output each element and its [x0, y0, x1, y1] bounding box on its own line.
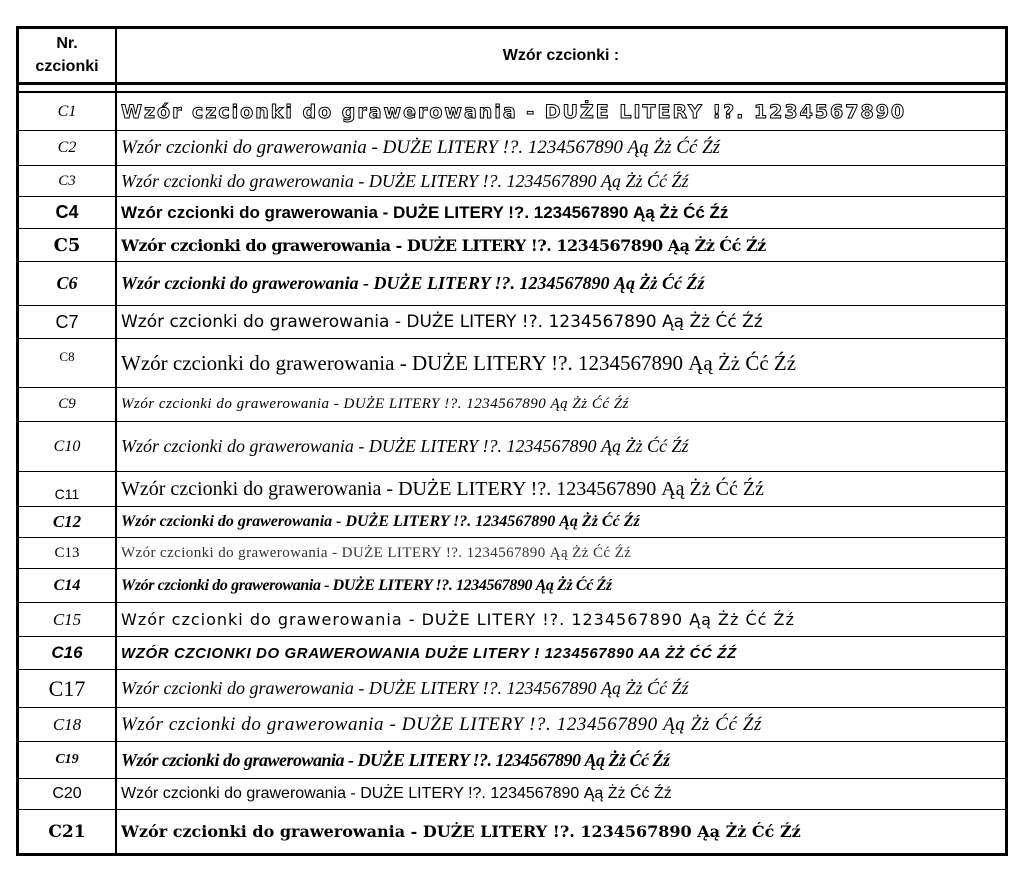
font-number: C16 — [51, 643, 83, 662]
font-number: C15 — [52, 609, 82, 629]
table-row — [19, 93, 1005, 131]
font-number: C9 — [58, 396, 76, 412]
font-sample: Wzór czcionki do grawerowania - DUŻE LITERY !?. 1234567890 Ąą Żż Ćć Źź — [121, 678, 689, 698]
font-number: C20 — [52, 785, 82, 802]
font-number: C21 — [48, 821, 86, 842]
font-sample: Wzór czcionki do grawerowania - DUŻE LITERY !?. 1234567890 Ąą Żż Ćć Źź — [121, 273, 705, 293]
table-row — [19, 197, 1005, 229]
font-sample: Wzór czcionki do grawerowania - DUŻE LITERY !?. 1234567890 Ąą Żż Ćć Źź — [121, 610, 795, 629]
font-number: C2 — [57, 139, 77, 156]
table-row — [19, 306, 1005, 339]
table-row — [19, 388, 1005, 422]
font-sample: Wzór czcionki do grawerowania - DUŻE LITERY !?. 1234567890 Ąą Żż Ćć Źź — [121, 785, 672, 802]
table-row — [19, 229, 1005, 262]
table-row — [19, 670, 1005, 708]
font-number: C5 — [53, 234, 81, 256]
font-sample: Wzór czcionki do grawerowania - DUŻE LITERY !?. 1234567890 Ąą Żż Ćć Źź — [121, 202, 729, 222]
font-number: C10 — [53, 437, 81, 455]
font-sample: Wzór czcionki do grawerowania - DUŻE LITERY !?. 1234567890 Ąą Żż Ćć Źź — [121, 235, 766, 255]
font-sample: Wzór czcionki do grawerowania - DUŻE LITERY !?. 1234567890 Ąą Żż Ćć Źź — [121, 513, 640, 530]
font-sample: Wzór czcionki do grawerowania - DUŻE LITERY !?. 1234567890 Ąą Żż Ćć Źź — [121, 312, 763, 332]
font-sample: Wzór czcionki do grawerowania - DUŻE LITERY !?. 1234567890 Ąą Żż Ćć Źź — [121, 749, 670, 770]
font-sample: Wzór czcionki do grawerowania - DUŻE LITERY !?. 1234567890 Ąą Żż Ćć Źź — [121, 137, 721, 158]
table-row — [19, 810, 1005, 853]
font-sample: Wzór czcionki do grawerowania - DUŻE LITERY !?. 1234567890 Ąą Żż Ćć Źź — [121, 436, 689, 456]
table-header — [19, 29, 1005, 82]
font-number: C17 — [48, 675, 86, 701]
font-number: C19 — [55, 752, 79, 767]
table-row — [19, 422, 1005, 472]
table-row — [19, 603, 1005, 637]
font-number: C3 — [58, 172, 76, 189]
table-row — [19, 472, 1005, 507]
font-number: C4 — [55, 202, 79, 222]
table-row — [19, 262, 1005, 306]
font-number: C7 — [55, 311, 79, 332]
font-number: C8 — [59, 349, 75, 364]
font-sample: Wzór czcionki do grawerowania - DUŻE LITERY !?. 1234567890 Ąą Żż Ćć Źź — [121, 350, 797, 375]
font-sample: Wzór czcionki do grawerowania - DUŻE LITERY !?. 1234567890 — [121, 100, 907, 123]
column-header-number-line1: Nr. — [56, 35, 78, 52]
font-number: C18 — [52, 714, 82, 734]
font-number: C12 — [52, 512, 82, 531]
table-row — [19, 637, 1005, 670]
column-header-number — [19, 32, 115, 82]
table-row — [19, 538, 1005, 569]
font-sample-table — [16, 26, 1008, 856]
header-divider — [19, 82, 1005, 85]
font-sample: Wzór czcionki do grawerowania - DUŻE LITERY !?. 1234567890 Ąą Żż Ćć Źź — [121, 477, 764, 500]
font-sample: Wzór czcionki do grawerowania - DUŻE LITERY !?. 1234567890 Ąą Żż Ćć Źź — [121, 576, 612, 594]
table-row — [19, 339, 1005, 388]
font-number: C11 — [54, 486, 80, 502]
font-sample: Wzór czcionki do grawerowania - DUŻE LITERY !?. 1234567890 Ąą Żż Ćć Źź — [121, 396, 629, 412]
table-row — [19, 507, 1005, 538]
column-header-sample: Wzór czcionki : — [502, 46, 620, 64]
font-number: C1 — [57, 102, 77, 120]
column-header-number-line2: czcionki — [35, 58, 99, 75]
font-sample: Wzór czcionki do grawerowania - DUŻE LITERY !?. 1234567890 Ąą Żż Ćć Źź — [121, 713, 763, 735]
font-number: C13 — [54, 544, 80, 561]
table-row — [19, 166, 1005, 197]
font-number: C6 — [56, 273, 78, 293]
font-sample: WZÓR CZCIONKI DO GRAWEROWANIA DUŻE LITERY ! 1234567890 AA ŻŻ ĆĆ ŹŹ — [121, 644, 737, 662]
table-row — [19, 569, 1005, 603]
table-row — [19, 779, 1005, 810]
font-sample: Wzór czcionki do grawerowania - DUŻE LITERY !?. 1234567890 Ąą Żż Ćć Źź — [121, 170, 689, 191]
table-row — [19, 131, 1005, 166]
table-row — [19, 708, 1005, 742]
font-sample: Wzór czcionki do grawerowania - DUŻE LITERY !?. 1234567890 Ąą Żż Ćć Źź — [121, 544, 632, 561]
font-number: C14 — [53, 576, 81, 594]
font-sample: Wzór czcionki do grawerowania - DUŻE LITERY !?. 1234567890 Ąą Żż Ćć Źź — [121, 822, 801, 841]
table-row — [19, 742, 1005, 779]
